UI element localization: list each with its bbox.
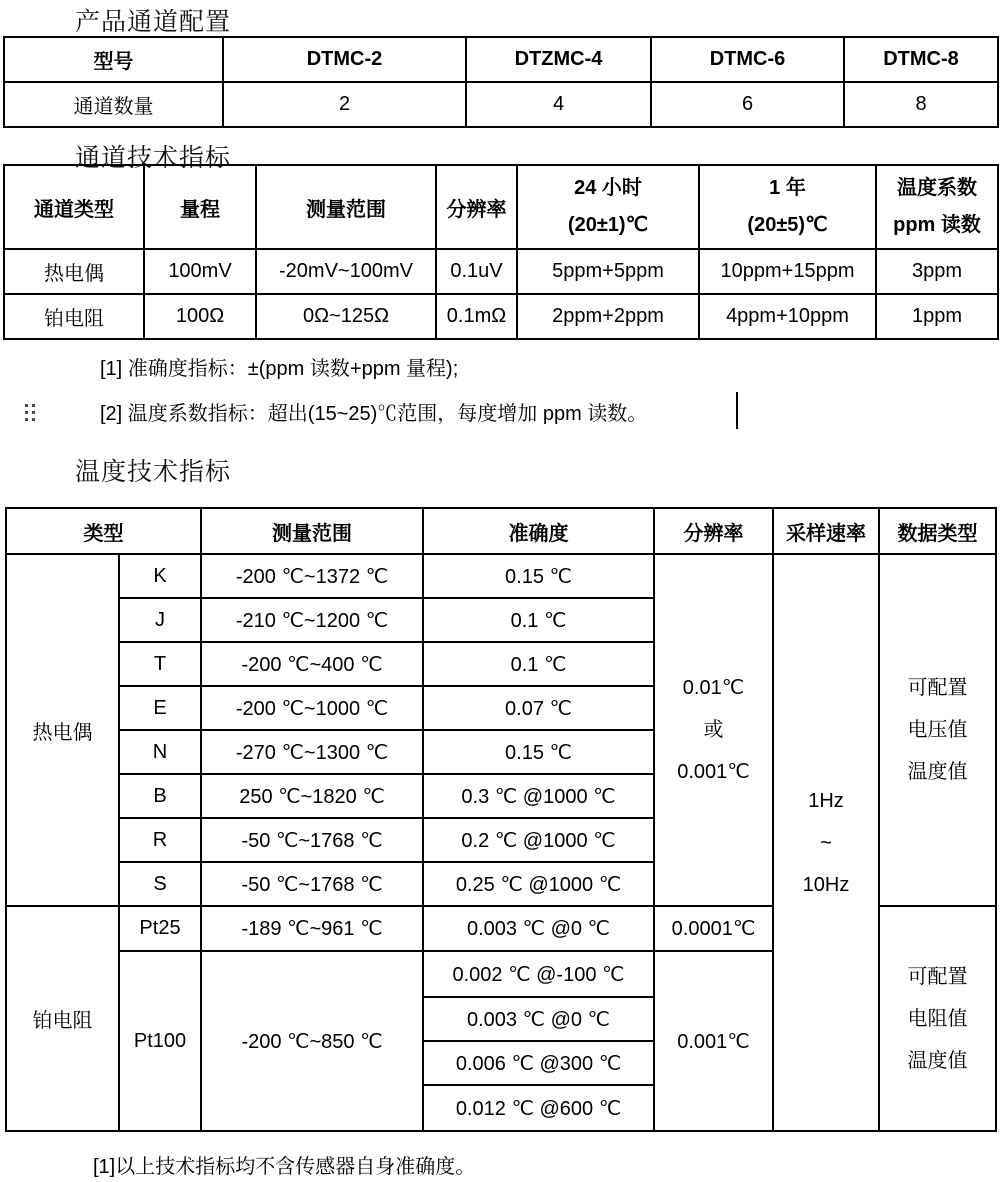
table-header-row [4, 165, 998, 249]
cell-line: 可配置 [907, 677, 968, 699]
cell-line: 1Hz [808, 789, 844, 812]
data-cell-range: -50 ℃~1768 ℃ [201, 818, 423, 862]
data-cell-range: 250 ℃~1820 ℃ [201, 774, 423, 818]
data-cell-accuracy: 0.07 ℃ [423, 686, 654, 730]
data-cell-type: J [119, 598, 201, 642]
data-cell: 0.1uV [436, 249, 517, 294]
data-cell: 2 [223, 82, 466, 127]
table-row-rtd [4, 294, 998, 339]
header-line: ppm 读数 [893, 214, 981, 236]
header-cell-dtmc6: DTMC-6 [651, 37, 844, 82]
table-row-K [6, 554, 996, 598]
cell-line: 0.001℃ [677, 761, 750, 783]
data-cell-type: B [119, 774, 201, 818]
footnote-sensor-accuracy: [1]以上技术指标均不含传感器自身准确度。 [93, 1156, 476, 1178]
footnote-temp-coeff: [2] 温度系数指标：超出(15~25)℃范围，每度增加 ppm 读数。 [100, 403, 648, 425]
table-header-row [4, 37, 998, 82]
data-cell: 4ppm+10ppm [699, 294, 876, 339]
data-cell-type: T [119, 642, 201, 686]
data-cell-range: -210 ℃~1200 ℃ [201, 598, 423, 642]
cell-line: 电阻值 [907, 1007, 968, 1030]
merged-cell-resolution: 0.001℃ [654, 951, 773, 1131]
data-cell-accuracy: 0.003 ℃ @0 ℃ [423, 997, 654, 1041]
data-cell: 5ppm+5ppm [517, 249, 699, 294]
data-cell: 0.1mΩ [436, 294, 517, 339]
header-cell-1year [699, 165, 876, 249]
data-cell-range: -270 ℃~1300 ℃ [201, 730, 423, 774]
data-cell-resolution: 0.0001℃ [654, 906, 773, 951]
drag-handle-icon[interactable] [25, 404, 35, 421]
data-cell-accuracy: 0.002 ℃ @-100 ℃ [423, 951, 654, 997]
header-cell-accuracy: 准确度 [423, 508, 654, 554]
data-cell-type: K [119, 554, 201, 598]
data-cell-type: E [119, 686, 201, 730]
row-label-cell: 通道数量 [4, 82, 223, 127]
data-cell: 100Ω [144, 294, 256, 339]
footnote-accuracy: [1] 准确度指标：±(ppm 读数+ppm 量程); [100, 358, 459, 380]
cell-line: ~ [820, 831, 832, 854]
header-line: 24 小时 [574, 177, 642, 199]
cell-line: 温度值 [907, 761, 968, 783]
cell-line: 或 [703, 719, 724, 741]
data-cell-accuracy: 0.15 ℃ [423, 554, 654, 598]
text-cursor [736, 392, 738, 429]
data-cell-accuracy: 0.1 ℃ [423, 598, 654, 642]
header-cell-measure-span: 测量范围 [256, 165, 436, 249]
data-cell-range: -200 ℃~1372 ℃ [201, 554, 423, 598]
header-cell-dtmc8: DTMC-8 [844, 37, 998, 82]
header-cell-data-type: 数据类型 [879, 508, 996, 554]
cell-line: 可配置 [907, 965, 968, 988]
merged-cell-sample-rate [773, 554, 879, 1131]
data-cell-range: -200 ℃~400 ℃ [201, 642, 423, 686]
data-cell-type: S [119, 862, 201, 906]
section-title-channel-specs: 通道技术指标 [75, 144, 232, 172]
section-title-product-channel-config: 产品通道配置 [75, 8, 232, 36]
header-cell-type: 类型 [6, 508, 201, 554]
data-cell: 100mV [144, 249, 256, 294]
data-cell: 6 [651, 82, 844, 127]
header-cell-resolution: 分辨率 [654, 508, 773, 554]
data-cell: 2ppm+2ppm [517, 294, 699, 339]
merged-cell-data-type-rtd [879, 906, 996, 1131]
header-cell-sample-rate: 采样速率 [773, 508, 879, 554]
data-cell-accuracy: 0.3 ℃ @1000 ℃ [423, 774, 654, 818]
header-line: (20±5)℃ [747, 214, 828, 236]
table-row-thermocouple [4, 249, 998, 294]
data-cell-accuracy: 0.003 ℃ @0 ℃ [423, 906, 654, 951]
header-cell-channel-type: 通道类型 [4, 165, 144, 249]
header-cell-model: 型号 [4, 37, 223, 82]
cell-line: 温度值 [907, 1049, 968, 1072]
table-header-row [6, 508, 996, 554]
header-line: 温度系数 [897, 177, 977, 199]
data-cell-type: Pt100 [119, 951, 201, 1131]
cell-line: 10Hz [802, 873, 850, 896]
data-cell: 4 [466, 82, 651, 127]
data-cell: 0Ω~125Ω [256, 294, 436, 339]
data-cell-type: N [119, 730, 201, 774]
header-cell-temp-coeff [876, 165, 998, 249]
data-cell-range: -50 ℃~1768 ℃ [201, 862, 423, 906]
cell-line: 0.01℃ [682, 677, 745, 699]
data-cell: 铂电阻 [4, 294, 144, 339]
data-cell: 10ppm+15ppm [699, 249, 876, 294]
data-cell-accuracy: 0.1 ℃ [423, 642, 654, 686]
data-cell-type: Pt25 [119, 906, 201, 951]
header-line: 1 年 [769, 177, 806, 199]
header-cell-dtzmc4: DTZMC-4 [466, 37, 651, 82]
merged-cell-data-type-tc [879, 554, 996, 906]
merged-cell-range: -200 ℃~850 ℃ [201, 951, 423, 1131]
data-cell: 1ppm [876, 294, 998, 339]
data-cell-accuracy: 0.012 ℃ @600 ℃ [423, 1085, 654, 1131]
data-cell-range: -189 ℃~961 ℃ [201, 906, 423, 951]
temperature-spec-table [5, 507, 997, 1132]
data-cell-accuracy: 0.006 ℃ @300 ℃ [423, 1041, 654, 1085]
data-cell: 3ppm [876, 249, 998, 294]
channel-spec-table [3, 164, 999, 340]
data-cell: -20mV~100mV [256, 249, 436, 294]
table-row-channel-count [4, 82, 998, 127]
cell-line: 电压值 [907, 719, 968, 741]
data-cell-type: R [119, 818, 201, 862]
header-cell-range: 量程 [144, 165, 256, 249]
section-title-temperature-specs: 温度技术指标 [75, 458, 232, 486]
data-cell: 8 [844, 82, 998, 127]
group-label-thermocouple: 热电偶 [6, 554, 119, 906]
data-cell-accuracy: 0.15 ℃ [423, 730, 654, 774]
header-cell-24h [517, 165, 699, 249]
merged-cell-resolution [654, 554, 773, 906]
product-channel-config-table [3, 36, 999, 128]
header-line: (20±1)℃ [567, 214, 649, 236]
header-cell-dtmc2: DTMC-2 [223, 37, 466, 82]
data-cell-accuracy: 0.2 ℃ @1000 ℃ [423, 818, 654, 862]
group-label-rtd: 铂电阻 [6, 906, 119, 1131]
data-cell-range: -200 ℃~1000 ℃ [201, 686, 423, 730]
header-cell-measure-range: 测量范围 [201, 508, 423, 554]
data-cell: 热电偶 [4, 249, 144, 294]
header-cell-resolution: 分辨率 [436, 165, 517, 249]
data-cell-accuracy: 0.25 ℃ @1000 ℃ [423, 862, 654, 906]
